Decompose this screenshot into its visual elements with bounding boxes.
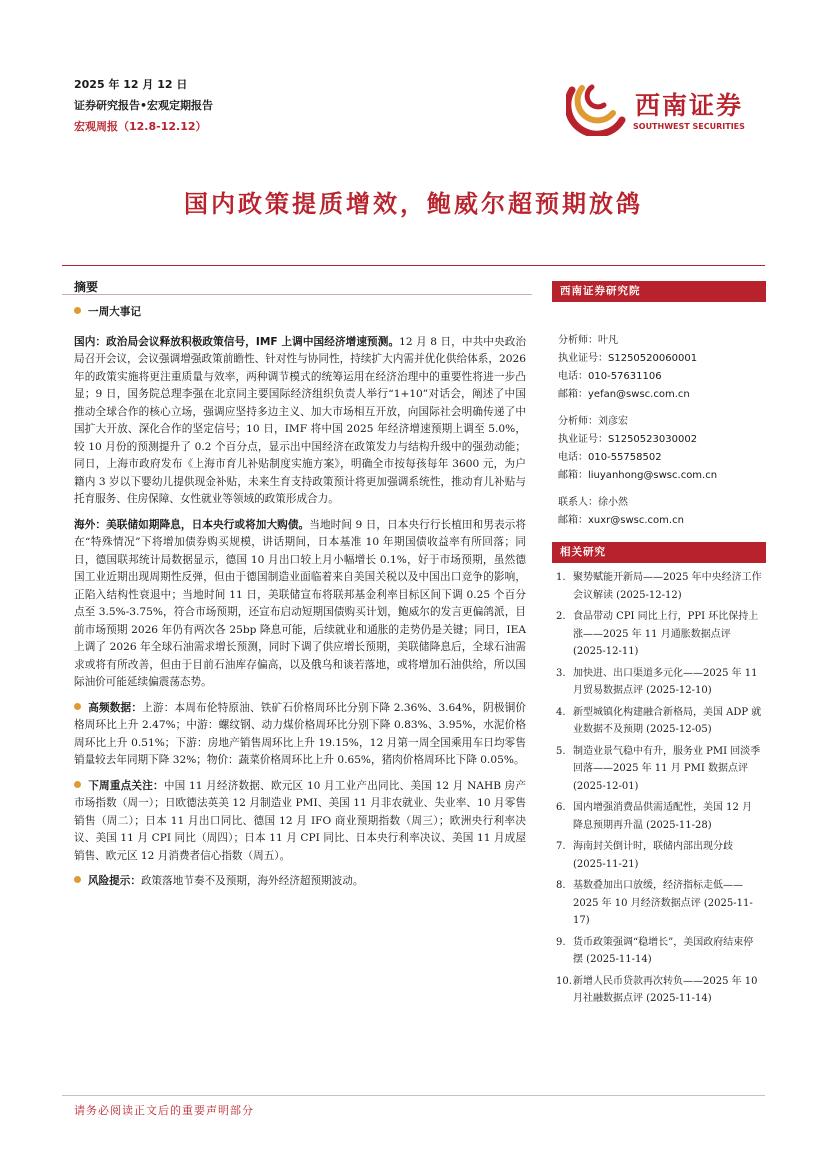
abstract-divider xyxy=(62,294,532,295)
list-item[interactable]: 10.新增人民币贷款再次转负——2025 年 10 月社融数据点评 (2025-11-14) xyxy=(556,975,758,1004)
analyst-name: 分析师：刘彦宏 xyxy=(558,416,628,427)
list-item[interactable]: 4. 新型城镇化构建融合新格局，美国 ADP 就业数据不及预期 (2025-12-05) xyxy=(556,706,762,735)
bullet-icon xyxy=(74,781,81,788)
high-frequency-heading: 高频数据： xyxy=(88,701,143,714)
list-item[interactable]: 8. 基数叠加出口放缓，经济指标走低——2025 年 10 月经济数据点评 (2025-11-17) xyxy=(556,880,753,926)
list-item[interactable]: 2. 食品带动 CPI 同比上行，PPI 环比保持上涨——2025 年 11 月通胀数据点评 (2025-12-11) xyxy=(556,611,759,657)
high-frequency-paragraph xyxy=(74,700,526,770)
related-research-list xyxy=(552,569,766,1008)
analyst-phone: 电话：010-55758502 xyxy=(558,452,662,463)
domestic-paragraph xyxy=(74,334,526,509)
risk-paragraph xyxy=(74,873,526,891)
header-meta xyxy=(74,74,213,137)
analyst-block xyxy=(552,332,766,530)
analyst-email[interactable]: 邮箱：yefan@swsc.com.cn xyxy=(558,389,690,400)
report-type: 证券研究报告•宏观定期报告 xyxy=(74,99,214,112)
analyst-license: 执业证号：S1250523030002 xyxy=(558,434,698,445)
contact-email[interactable]: 邮箱：xuxr@swsc.com.cn xyxy=(558,515,684,526)
related-research-bar: 相关研究 xyxy=(552,542,766,563)
analyst-email[interactable]: 邮箱：liuyanhong@swsc.com.cn xyxy=(558,470,718,481)
title-divider xyxy=(62,265,765,266)
bullet-icon xyxy=(74,307,81,314)
overseas-heading: 海外：美联储如期降息，日本央行或将加大购债。 xyxy=(74,518,310,531)
high-frequency-text: 上游：本周布伦特原油、铁矿石价格周环比分别下降 2.36%、3.64%，阴极铜价格周环比上升 2.47%；中游：螺纹钢、动力煤价格周环比分别下降 0.83%、3.95%，水泥价格周环比上升 0.51%；下游：房地产销售周环比上升 19.15%，12 月第一周全国乘用车日均零售销量较去年同期下降 32%；物价：蔬菜价格周环比上升 0.65%，猪肉价格周环比下降 0.05%。 xyxy=(74,701,526,766)
analyst-phone: 电话：010-57631106 xyxy=(558,371,662,382)
week-events-heading: 一周大事记 xyxy=(74,304,526,322)
bullet-icon xyxy=(74,703,81,710)
abstract-label: 摘要 xyxy=(74,280,99,294)
next-week-heading: 下周重点关注： xyxy=(88,779,164,792)
domestic-text: 12 月 8 日，中共中央政治局召开会议，会议强调增强政策前瞻性、针对性与协同性，持续扩大内需并优化供给体系，2026 年的政策实施将更注重质量与效率，两种调节模式的统筹运用在经济治理中的重要性将进一步凸显；9 日，国务院总理李强在北京同主要国际经济组织负责人举行“1+10”对话会，阐述了中国推动全球合作的核心立场，强调应坚持多边主义、加大市场相互开放，向国际社会明确传递了中国扩大开放、深化合作的坚定信号；10 日，IMF 将中国 2025 年经济增速预期上调至 5.0%，较 10 月份的预测提升了 0.2 个百分点，显示出中国经济在政策发力与结构升级中的强劲动能；同日，上海市政府发布《上海市育儿补贴制度实施方案》，明确全市按每孩每年 3600 元，为户籍内 3 岁以下婴幼儿提供现金补贴，未来生育支持政策预计将更加强调系统性，推动育儿补贴与托育服务、住房保障、女性就业等领域的政策形成合力。 xyxy=(74,335,527,505)
page-title: 国内政策提质增效，鲍威尔超预期放鸽 xyxy=(184,189,643,218)
list-item[interactable]: 7. 海南封关倒计时，联储内部出现分歧 (2025-11-21) xyxy=(556,841,733,870)
logo-english: SOUTHWEST SECURITIES xyxy=(633,122,745,131)
list-item[interactable]: 5. 制造业景气稳中有升，服务业 PMI 回淡季回落——2025 年 11 月 PMI 数据点评 (2025-12-01) xyxy=(556,745,761,792)
abstract-body xyxy=(74,304,526,899)
list-item[interactable]: 3. 加快进、出口渠道多元化——2025 年 11 月贸易数据点评 (2025-12-10) xyxy=(556,667,758,696)
overseas-paragraph xyxy=(74,517,526,692)
list-item[interactable]: 1. 聚势赋能开新局——2025 年中央经济工作会议解读 (2025-12-12) xyxy=(556,572,762,601)
institute-bar: 西南证券研究院 xyxy=(552,281,766,302)
analyst-name: 分析师：叶凡 xyxy=(558,335,618,346)
sidebar xyxy=(552,281,766,1012)
bullet-icon xyxy=(74,876,81,883)
company-logo xyxy=(566,76,766,136)
overseas-text: 当地时间 9 日，日本央行行长植田和男表示将在“特殊情况”下将增加债券购买规模，讲话期间，日本基准 10 年期国债收益率有所回落；同日，德国联邦统计局数据显示，德国 10 月出口较上月小幅增长 0.1%，好于市场预期，虽然德国工业近期出现周期性反弹，但由于德国制造业面临着来自美国关税以及中国出口竞争的影响，正陷入结构性衰退中；当地时间 11 日，美联储宣布将联邦基金利率目标区间下调 0.25 个百分点至 3.5%-3.75%，符合市场预期，还宣布启动短期国债购买计划，鲍威尔的发言更偏鸽派，目前市场预期 2026 年仍有两次各 25bp 降息可能，后续就业和通胀的走势仍是关键；同日，IEA 上调了 2026 年全球石油需求增长预测，同时下调了供应增长预期，美联储降息后，全球石油需求或将有所改善，但由于目前石油库存偏高，以及俄乌和谈若落地，或将增加石油供给，所以国际油价可能延续偏震荡态势。 xyxy=(74,518,526,688)
footer-divider xyxy=(62,1095,765,1096)
footer-disclaimer: 请务必阅读正文后的重要声明部分 xyxy=(74,1104,254,1117)
risk-heading: 风险提示： xyxy=(88,875,141,887)
report-series: 宏观周报（12.8-12.12） xyxy=(74,120,207,133)
list-item[interactable]: 9. 货币政策强调“稳增长”，美国政府结束停摆 (2025-11-14) xyxy=(556,936,754,965)
logo-emblem-icon xyxy=(566,76,628,136)
contact-name: 联系人：徐小然 xyxy=(558,497,628,508)
risk-text: 政策落地节奏不及预期，海外经济超预期波动。 xyxy=(140,875,364,887)
analyst-license: 执业证号：S1250520060001 xyxy=(558,353,698,364)
domestic-heading: 国内：政治局会议释放积极政策信号，IMF 上调中国经济增速预测。 xyxy=(74,335,400,348)
list-item[interactable]: 6. 国内增强消费品供需适配性，美国 12 月降息预期再升温 (2025-11-28) xyxy=(556,802,753,831)
next-week-text: 中国 11 月经济数据、欧元区 10 月工业产出同比、美国 12 月 NAHB 房产市场指数（周一）；日欧德法英美 12 月制造业 PMI、美国 11 月非农就业、失业率、10 月零售销售（周二）；日本 11 月出口同比、德国 12 月 IFO 商业预期指数（周三）；欧洲央行利率决议、美国 11 月 CPI 同比（周四）；日本 11 月 CPI 同比、日本央行利率决议、美国 11 月成屋销售、欧元区 12 月消费者信心指数（周五）。 xyxy=(74,779,527,862)
next-week-paragraph xyxy=(74,778,526,866)
report-date: 2025 年 12 月 12 日 xyxy=(74,78,188,91)
logo-name: 西南证券 xyxy=(635,91,744,120)
